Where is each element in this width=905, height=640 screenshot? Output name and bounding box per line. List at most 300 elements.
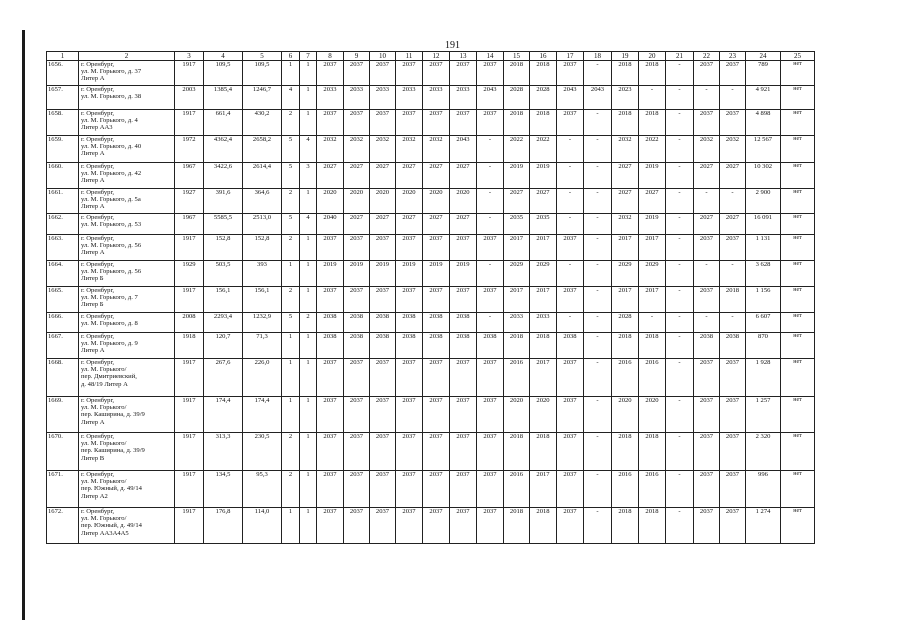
table-cell: 2038	[317, 313, 344, 333]
table-cell: нет	[781, 313, 815, 333]
table-cell: 6 607	[746, 313, 781, 333]
table-cell: 430,2	[243, 110, 282, 136]
table-cell: 2008	[175, 313, 204, 333]
table-cell: 2038	[450, 333, 477, 359]
header-row	[47, 52, 815, 61]
table-cell: 2018	[530, 110, 557, 136]
table-cell: нет	[781, 359, 815, 397]
table-cell: -	[666, 110, 694, 136]
table-cell: 2032	[612, 214, 639, 235]
row-number-cell: 1671.	[47, 471, 79, 508]
table-cell: 2033	[504, 313, 530, 333]
table-cell: 2037	[720, 110, 746, 136]
table-cell: 2037	[720, 235, 746, 261]
table-cell: 2017	[504, 287, 530, 313]
table-cell: 2037	[557, 235, 584, 261]
table-cell: 2019	[370, 261, 396, 287]
table-cell: 2037	[450, 61, 477, 86]
table-cell: 2293,4	[204, 313, 243, 333]
table-cell: 1967	[175, 163, 204, 189]
table-cell: 1	[282, 359, 300, 397]
table-cell: 364,6	[243, 189, 282, 214]
table-cell: -	[694, 189, 720, 214]
column-header-23: 23	[720, 52, 746, 61]
address-cell: г. Оренбург, ул. М. Горького/ пер. Каширина, д. 39/9 Литер В	[79, 433, 175, 471]
table-cell: 2037	[450, 508, 477, 544]
table-cell: 2038	[396, 333, 423, 359]
column-header-7: 7	[300, 52, 317, 61]
table-cell: 1232,9	[243, 313, 282, 333]
table-cell: 2037	[344, 433, 370, 471]
table-cell: 2017	[639, 235, 666, 261]
table-cell: 2040	[317, 214, 344, 235]
table-cell: 2037	[423, 235, 450, 261]
table-cell: 5	[282, 214, 300, 235]
table-cell: нет	[781, 433, 815, 471]
table-cell: нет	[781, 471, 815, 508]
registry-table	[46, 51, 815, 544]
table-cell: 2017	[612, 235, 639, 261]
table-cell: 2037	[370, 235, 396, 261]
table-row	[47, 214, 815, 235]
table-cell: 2038	[423, 333, 450, 359]
table-cell: 2037	[477, 110, 504, 136]
table-cell: нет	[781, 287, 815, 313]
address-cell: г. Оренбург, ул. М. Горького/ пер. Южный, д. 49/14 Литер АА3А4А5	[79, 508, 175, 544]
table-cell: 2019	[530, 163, 557, 189]
table-cell: 1	[300, 471, 317, 508]
table-cell: 2037	[396, 110, 423, 136]
table-cell: -	[584, 235, 612, 261]
row-number-cell: 1658.	[47, 110, 79, 136]
table-cell: 2020	[639, 397, 666, 433]
table-cell: -	[720, 261, 746, 287]
table-cell: 3	[300, 163, 317, 189]
table-cell: 2020	[370, 189, 396, 214]
table-cell: 2037	[557, 471, 584, 508]
table-cell: 230,5	[243, 433, 282, 471]
table-cell: -	[584, 189, 612, 214]
table-cell: 2016	[504, 359, 530, 397]
table-cell: 2023	[612, 86, 639, 110]
table-row	[47, 359, 815, 397]
table-cell: 2043	[477, 86, 504, 110]
table-cell: 2037	[396, 471, 423, 508]
table-cell: 2019	[423, 261, 450, 287]
table-cell: 1 928	[746, 359, 781, 397]
table-cell: 2037	[370, 359, 396, 397]
table-cell: 1918	[175, 333, 204, 359]
table-cell: 2020	[450, 189, 477, 214]
table-cell: нет	[781, 508, 815, 544]
table-cell: нет	[781, 110, 815, 136]
table-cell: 2	[282, 189, 300, 214]
table-cell: 2018	[612, 433, 639, 471]
column-header-9: 9	[344, 52, 370, 61]
table-cell: -	[477, 313, 504, 333]
column-header-1: 1	[47, 52, 79, 61]
table-cell: -	[584, 261, 612, 287]
table-cell: 2020	[612, 397, 639, 433]
table-cell: 2027	[694, 163, 720, 189]
table-cell: 2017	[530, 235, 557, 261]
table-cell: -	[557, 189, 584, 214]
table-cell: 2037	[477, 433, 504, 471]
table-cell: -	[666, 313, 694, 333]
table-cell: 2032	[612, 136, 639, 163]
table-cell: 2027	[423, 214, 450, 235]
table-cell: 2018	[720, 287, 746, 313]
column-header-22: 22	[694, 52, 720, 61]
table-cell: 2037	[344, 471, 370, 508]
column-header-10: 10	[370, 52, 396, 61]
table-cell: 152,8	[243, 235, 282, 261]
table-cell: 2019	[317, 261, 344, 287]
table-cell: 2027	[370, 163, 396, 189]
table-cell: 2038	[344, 313, 370, 333]
table-cell: 2037	[720, 433, 746, 471]
table-cell: 2032	[396, 136, 423, 163]
table-cell: 2037	[450, 359, 477, 397]
table-cell: 2032	[720, 136, 746, 163]
table-cell: 2033	[317, 86, 344, 110]
table-cell: 2027	[396, 163, 423, 189]
table-cell: 2027	[639, 189, 666, 214]
row-number-cell: 1662.	[47, 214, 79, 235]
table-cell: -	[584, 433, 612, 471]
table-cell: 2037	[557, 397, 584, 433]
table-cell: 2018	[639, 110, 666, 136]
table-cell: 2020	[317, 189, 344, 214]
row-number-cell: 1659.	[47, 136, 79, 163]
table-cell: 2037	[477, 471, 504, 508]
table-cell: 2037	[370, 287, 396, 313]
table-cell: 2037	[344, 61, 370, 86]
table-cell: 2017	[612, 287, 639, 313]
table-cell: 2028	[504, 86, 530, 110]
table-cell: -	[557, 313, 584, 333]
table-cell: -	[584, 214, 612, 235]
table-cell: 1917	[175, 61, 204, 86]
table-cell: 661,4	[204, 110, 243, 136]
table-cell: 2037	[370, 397, 396, 433]
table-cell: 2018	[504, 61, 530, 86]
table-row	[47, 136, 815, 163]
table-cell: 114,0	[243, 508, 282, 544]
table-cell: 2018	[612, 110, 639, 136]
table-cell: 5	[282, 136, 300, 163]
table-cell: 2027	[720, 163, 746, 189]
table-cell: 2037	[450, 287, 477, 313]
table-cell: 2037	[477, 61, 504, 86]
row-number-cell: 1670.	[47, 433, 79, 471]
table-cell: 3422,6	[204, 163, 243, 189]
table-cell: 2037	[477, 287, 504, 313]
table-cell: 1917	[175, 359, 204, 397]
table-cell: 2037	[396, 508, 423, 544]
table-cell: 1	[282, 508, 300, 544]
address-cell: г. Оренбург, ул. М. Горького, д. 56 Литер Б	[79, 261, 175, 287]
table-cell: 109,5	[243, 61, 282, 86]
address-cell: г. Оренбург, ул. М. Горького, д. 9 Литер А	[79, 333, 175, 359]
table-cell: 2028	[530, 86, 557, 110]
table-cell: 2037	[694, 235, 720, 261]
table-row	[47, 471, 815, 508]
table-cell: 2037	[557, 287, 584, 313]
table-cell: 2037	[396, 397, 423, 433]
address-cell: г. Оренбург, ул. М. Горького, д. 5а Литер А	[79, 189, 175, 214]
table-cell: -	[666, 163, 694, 189]
row-number-cell: 1672.	[47, 508, 79, 544]
table-cell: 5	[282, 163, 300, 189]
table-cell: 2037	[450, 110, 477, 136]
table-cell: 391,6	[204, 189, 243, 214]
table-cell: 2018	[639, 333, 666, 359]
table-cell: 10 302	[746, 163, 781, 189]
table-cell: -	[666, 136, 694, 163]
table-cell: -	[666, 61, 694, 86]
table-cell: 2037	[423, 110, 450, 136]
table-cell: 2027	[612, 189, 639, 214]
table-cell: 393	[243, 261, 282, 287]
table-cell: 2	[282, 235, 300, 261]
table-cell: 2037	[694, 433, 720, 471]
table-cell: 2022	[504, 136, 530, 163]
address-cell: г. Оренбург, ул. М. Горького/ пер. Южный, д. 49/14 Литер А2	[79, 471, 175, 508]
table-cell: 2027	[612, 163, 639, 189]
table-cell: -	[584, 508, 612, 544]
table-cell: 2017	[530, 471, 557, 508]
table-cell: 2027	[504, 189, 530, 214]
row-number-cell: 1657.	[47, 86, 79, 110]
table-cell: -	[477, 214, 504, 235]
table-cell: 5	[282, 313, 300, 333]
table-cell: 1	[300, 61, 317, 86]
table-cell: -	[666, 235, 694, 261]
table-cell: 2038	[557, 333, 584, 359]
table-cell: 2033	[344, 86, 370, 110]
table-cell: 120,7	[204, 333, 243, 359]
table-cell: 2037	[423, 508, 450, 544]
table-cell: -	[666, 359, 694, 397]
table-cell: 2037	[317, 433, 344, 471]
table-cell: нет	[781, 136, 815, 163]
table-cell: 2037	[720, 471, 746, 508]
table-cell: 2018	[530, 61, 557, 86]
table-cell: -	[720, 189, 746, 214]
column-header-25: 25	[781, 52, 815, 61]
address-cell: г. Оренбург, ул. М. Горького, д. 37 Литер А	[79, 61, 175, 86]
table-cell: 4	[282, 86, 300, 110]
column-header-6: 6	[282, 52, 300, 61]
table-cell: 2038	[477, 333, 504, 359]
table-cell: 2037	[423, 359, 450, 397]
table-cell: 2037	[344, 359, 370, 397]
table-cell: 1917	[175, 508, 204, 544]
table-cell: 2017	[639, 287, 666, 313]
page-number: 191	[445, 40, 460, 51]
table-cell: -	[584, 163, 612, 189]
table-cell: 1917	[175, 471, 204, 508]
table-cell: 2018	[504, 333, 530, 359]
table-cell: нет	[781, 397, 815, 433]
table-cell: -	[666, 433, 694, 471]
table-cell: 313,3	[204, 433, 243, 471]
table-cell: 789	[746, 61, 781, 86]
row-number-cell: 1656.	[47, 61, 79, 86]
table-cell: 2037	[557, 359, 584, 397]
table-cell: 2019	[639, 214, 666, 235]
row-number-cell: 1663.	[47, 235, 79, 261]
table-cell: 2019	[639, 163, 666, 189]
table-cell: 2019	[450, 261, 477, 287]
table-cell: 2027	[396, 214, 423, 235]
table-cell: 2037	[450, 471, 477, 508]
table-cell: 2037	[317, 397, 344, 433]
table-cell: -	[666, 261, 694, 287]
table-row	[47, 508, 815, 544]
table-cell: 2038	[396, 313, 423, 333]
table-cell: 2038	[450, 313, 477, 333]
table-cell: -	[639, 86, 666, 110]
row-number-cell: 1661.	[47, 189, 79, 214]
column-header-21: 21	[666, 52, 694, 61]
address-cell: г. Оренбург, ул. М. Горького, д. 56 Литер А	[79, 235, 175, 261]
table-cell: 2043	[450, 136, 477, 163]
table-cell: 2037	[370, 471, 396, 508]
table-cell: нет	[781, 86, 815, 110]
table-cell: -	[666, 333, 694, 359]
row-number-cell: 1668.	[47, 359, 79, 397]
table-cell: -	[666, 397, 694, 433]
table-cell: 1	[300, 110, 317, 136]
table-cell: -	[666, 189, 694, 214]
table-cell: 2513,0	[243, 214, 282, 235]
table-cell: 2037	[450, 397, 477, 433]
table-cell: 1967	[175, 214, 204, 235]
table-cell: 1	[300, 235, 317, 261]
table-cell: 2037	[694, 359, 720, 397]
table-cell: 2020	[504, 397, 530, 433]
table-cell: 2029	[530, 261, 557, 287]
table-cell: 2037	[694, 471, 720, 508]
column-header-5: 5	[243, 52, 282, 61]
table-cell: 2037	[396, 287, 423, 313]
table-cell: -	[584, 287, 612, 313]
table-cell: -	[666, 471, 694, 508]
column-header-12: 12	[423, 52, 450, 61]
table-cell: 2027	[344, 163, 370, 189]
table-cell: 2033	[423, 86, 450, 110]
table-cell: 1917	[175, 397, 204, 433]
table-cell: 2037	[557, 110, 584, 136]
table-cell: 2037	[477, 235, 504, 261]
table-cell: 2 900	[746, 189, 781, 214]
table-cell: 2033	[450, 86, 477, 110]
table-cell: 1	[300, 359, 317, 397]
table-cell: 2037	[344, 508, 370, 544]
column-header-14: 14	[477, 52, 504, 61]
table-cell: -	[557, 261, 584, 287]
table-cell: -	[584, 333, 612, 359]
table-row	[47, 189, 815, 214]
table-cell: 2038	[370, 313, 396, 333]
table-row	[47, 397, 815, 433]
table-row	[47, 433, 815, 471]
table-cell: 2037	[396, 235, 423, 261]
table-cell: 156,1	[243, 287, 282, 313]
table-cell: 2037	[396, 61, 423, 86]
table-cell: 2016	[612, 471, 639, 508]
table-cell: 2037	[694, 397, 720, 433]
table-cell: 16 091	[746, 214, 781, 235]
table-cell: -	[694, 313, 720, 333]
table-cell: -	[720, 86, 746, 110]
address-cell: г. Оренбург, ул. М. Горького/ пер. Каширина, д. 39/9 Литер А	[79, 397, 175, 433]
table-cell: 4 921	[746, 86, 781, 110]
table-cell: 503,5	[204, 261, 243, 287]
table-cell: 2033	[530, 313, 557, 333]
table-cell: 2037	[317, 471, 344, 508]
table-row	[47, 110, 815, 136]
column-header-4: 4	[204, 52, 243, 61]
table-cell: 2029	[504, 261, 530, 287]
table-cell: 2658,2	[243, 136, 282, 163]
table-cell: 1 257	[746, 397, 781, 433]
row-number-cell: 1664.	[47, 261, 79, 287]
table-cell: 95,3	[243, 471, 282, 508]
table-cell: 2037	[423, 433, 450, 471]
table-cell: 1	[300, 86, 317, 110]
address-cell: г. Оренбург, ул. М. Горького, д. 38	[79, 86, 175, 110]
table-cell: 4362,4	[204, 136, 243, 163]
table-cell: 2018	[639, 433, 666, 471]
column-header-11: 11	[396, 52, 423, 61]
table-cell: 2033	[370, 86, 396, 110]
row-number-cell: 1669.	[47, 397, 79, 433]
table-cell: 71,3	[243, 333, 282, 359]
table-cell: 2037	[720, 508, 746, 544]
table-cell: -	[694, 261, 720, 287]
address-cell: г. Оренбург, ул. М. Горького, д. 42 Литер А	[79, 163, 175, 189]
table-cell: 2	[282, 433, 300, 471]
table-cell: 2032	[317, 136, 344, 163]
table-cell: 2016	[639, 471, 666, 508]
table-cell: 2	[282, 287, 300, 313]
table-cell: -	[584, 61, 612, 86]
table-cell: 2018	[639, 508, 666, 544]
table-cell: 2037	[423, 397, 450, 433]
table-cell: 2037	[317, 110, 344, 136]
table-cell: 2019	[344, 261, 370, 287]
table-cell: нет	[781, 189, 815, 214]
column-header-13: 13	[450, 52, 477, 61]
table-cell: -	[477, 189, 504, 214]
table-cell: 2	[282, 110, 300, 136]
table-cell: -	[666, 214, 694, 235]
table-cell: 2018	[530, 508, 557, 544]
table-row	[47, 287, 815, 313]
table-cell: 2027	[720, 214, 746, 235]
table-cell: 2016	[612, 359, 639, 397]
column-header-2: 2	[79, 52, 175, 61]
table-cell: -	[666, 508, 694, 544]
table-cell: 2	[300, 313, 317, 333]
table-cell: нет	[781, 261, 815, 287]
table-row	[47, 235, 815, 261]
table-cell: 2016	[639, 359, 666, 397]
table-cell: 2038	[720, 333, 746, 359]
